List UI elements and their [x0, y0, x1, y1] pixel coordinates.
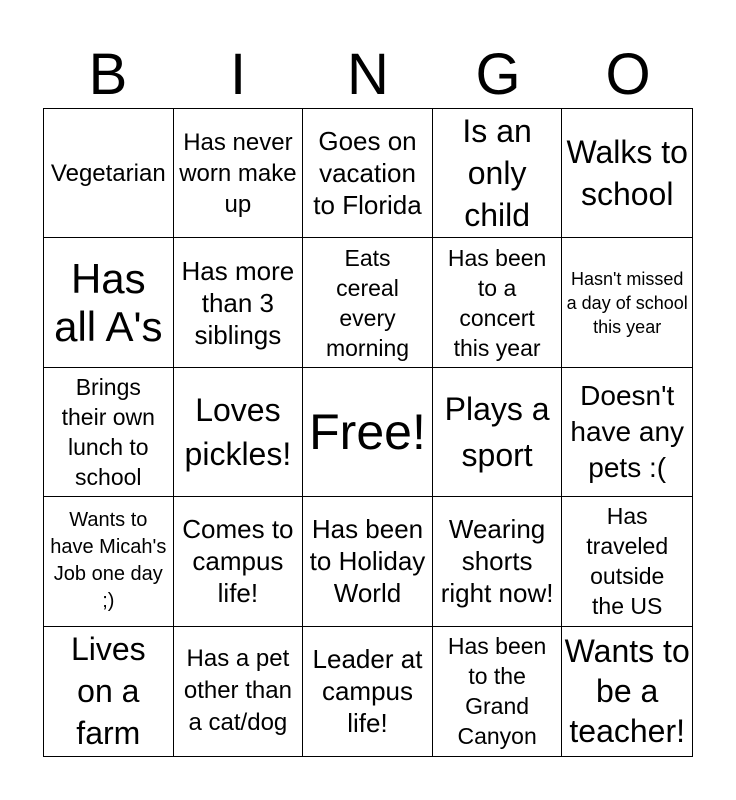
cell-text: Doesn't have any pets :( — [570, 379, 685, 483]
cell-text: Has been to Holiday World — [309, 514, 426, 609]
cell-text: Walks to school — [566, 134, 688, 213]
bingo-header — [43, 42, 693, 108]
bingo-board — [43, 108, 693, 757]
cell-text: Eats cereal every morning — [325, 244, 410, 361]
bingo-cell-lives-on-farm[interactable] — [44, 627, 174, 756]
bingo-cell-no-pets[interactable] — [562, 368, 692, 497]
header-letter-b: B — [88, 42, 128, 107]
cell-text: Is an only child — [462, 113, 532, 234]
cell-text: Plays a sport — [444, 390, 550, 473]
cell-text: Has traveled outside the US — [586, 503, 669, 620]
bingo-cell-concert-this-year[interactable] — [433, 238, 563, 367]
bingo-cell-cereal-every-morning[interactable] — [303, 238, 433, 367]
bingo-cell-leader-campus-life[interactable] — [303, 627, 433, 756]
cell-text: Has a pet other than a cat/dog — [183, 645, 292, 737]
cell-text: Has more than 3 siblings — [181, 255, 295, 350]
cell-text: Comes to campus life! — [182, 514, 294, 609]
bingo-cell-wearing-shorts[interactable] — [433, 497, 563, 626]
bingo-cell-all-as[interactable] — [44, 238, 174, 367]
bingo-cell-only-child[interactable] — [433, 109, 563, 238]
bingo-cell-more-than-3-siblings[interactable] — [174, 238, 304, 367]
bingo-cell-free-space[interactable] — [303, 368, 433, 497]
cell-text: Leader at campus life! — [312, 644, 423, 739]
bingo-cell-vacation-florida[interactable] — [303, 109, 433, 238]
cell-text: Loves pickles! — [184, 391, 292, 472]
bingo-cell-traveled-outside-us[interactable] — [562, 497, 692, 626]
cell-text: Wearing shorts right now! — [440, 514, 554, 609]
bingo-cell-wants-to-be-teacher[interactable] — [562, 627, 692, 756]
bingo-cell-walks-to-school[interactable] — [562, 109, 692, 238]
bingo-cell-grand-canyon[interactable] — [433, 627, 563, 756]
cell-text: Has all A's — [54, 254, 163, 350]
cell-text: Brings their own lunch to school — [61, 373, 155, 490]
cell-text: Free! — [309, 403, 426, 460]
bingo-cell-pet-other-than-cat-dog[interactable] — [174, 627, 304, 756]
cell-text: Goes on vacation to Florida — [313, 126, 422, 221]
bingo-cell-brings-own-lunch[interactable] — [44, 368, 174, 497]
header-letter-i: I — [229, 42, 247, 107]
cell-text: Has been to the Grand Canyon — [447, 633, 547, 750]
bingo-cell-never-worn-makeup[interactable] — [174, 109, 304, 238]
cell-text: Lives on a farm — [70, 631, 146, 752]
cell-text: Wants to have Micah's Job one day ;) — [50, 509, 167, 613]
bingo-cell-loves-pickles[interactable] — [174, 368, 304, 497]
bingo-cell-plays-sport[interactable] — [433, 368, 563, 497]
cell-text: Vegetarian — [50, 159, 166, 187]
bingo-cell-holiday-world[interactable] — [303, 497, 433, 626]
cell-text: Wants to be a teacher! — [564, 633, 690, 750]
cell-text: Has been to a concert this year — [447, 244, 547, 361]
cell-text: Has never worn make up — [179, 128, 297, 218]
bingo-cell-vegetarian[interactable] — [44, 109, 174, 238]
bingo-cell-comes-to-campus-life[interactable] — [174, 497, 304, 626]
header-letter-n: N — [347, 42, 389, 107]
cell-text: Hasn't missed a day of school this year — [566, 268, 688, 337]
bingo-cell-never-missed-school[interactable] — [562, 238, 692, 367]
header-letter-g: G — [475, 42, 521, 107]
bingo-cell-micahs-job[interactable] — [44, 497, 174, 626]
header-letter-o: O — [605, 42, 651, 107]
